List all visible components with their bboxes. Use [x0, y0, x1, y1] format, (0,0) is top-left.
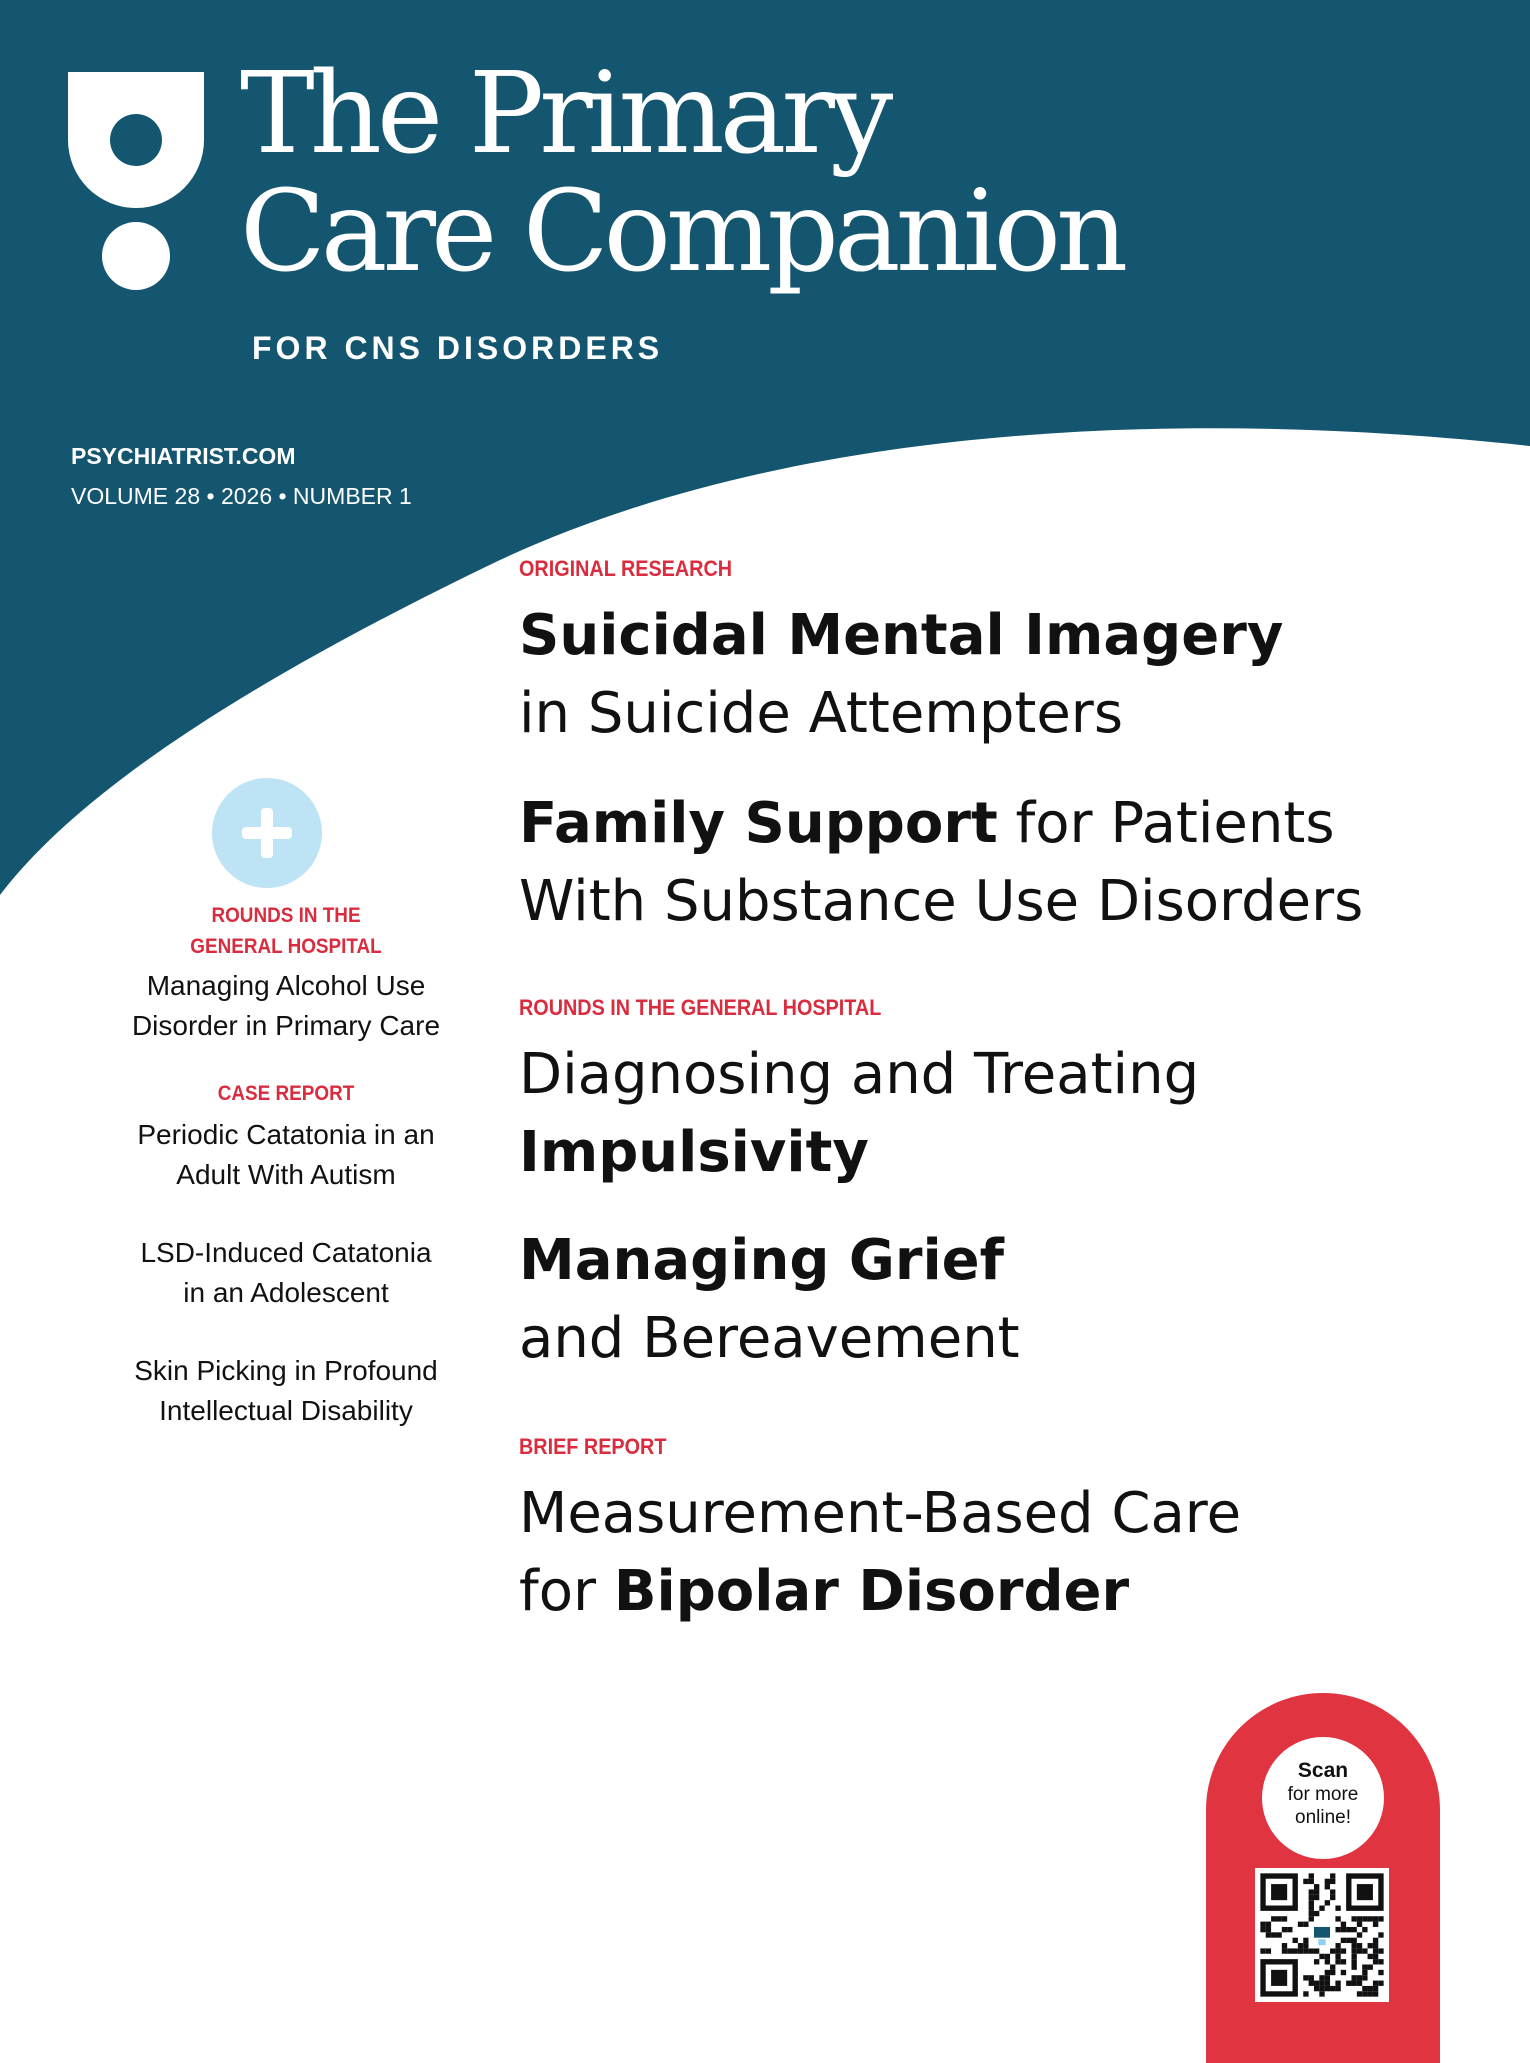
sidebar-category: CASE REPORT	[217, 1082, 355, 1105]
journal-title	[240, 49, 1124, 297]
journal-subtitle: FOR CNS DISORDERS	[252, 330, 664, 366]
sidebar-article[interactable]: LSD-Induced Catatonia in an Adolescent	[140, 1237, 432, 1308]
journal-logo-icon	[68, 72, 204, 294]
issue-info: VOLUME 28 • 2026 • NUMBER 1	[71, 483, 412, 509]
headline-impulsivity[interactable]: Diagnosing and Treating Impulsivity	[519, 1042, 1200, 1185]
title-line-1: The Primary	[240, 49, 889, 179]
headline-bipolar[interactable]: Measurement-Based Care for Bipolar Disorder	[519, 1481, 1242, 1624]
headline-family-support[interactable]: Family Support for Patients With Substance Use Disorders	[519, 791, 1364, 934]
scan-prompt: Scan for more online!	[1262, 1737, 1384, 1859]
sidebar-section-rounds	[86, 900, 486, 1046]
sidebar-article[interactable]: Managing Alcohol Use Disorder in Primary Care	[131, 970, 441, 1041]
website-link[interactable]: PSYCHIATRIST.COM	[71, 443, 296, 469]
category-brief-report: BRIEF REPORT	[519, 1434, 667, 1459]
plus-icon	[212, 778, 322, 888]
category-original-research: ORIGINAL RESEARCH	[519, 556, 733, 581]
sidebar-article[interactable]: Skin Picking in Profound Intellectual Disability	[134, 1355, 438, 1426]
headline-suicidal-imagery[interactable]: Suicidal Mental Imagery in Suicide Attempters	[519, 603, 1284, 746]
sidebar-article[interactable]: Periodic Catatonia in an Adult With Autism	[137, 1119, 435, 1190]
category-rounds: ROUNDS IN THE GENERAL HOSPITAL	[519, 995, 882, 1020]
headline-grief[interactable]: Managing Grief and Bereavement	[519, 1228, 1020, 1371]
title-line-2: Care Companion	[240, 167, 1124, 297]
qr-code-icon[interactable]	[1255, 1868, 1389, 2002]
sidebar-section-case-report	[86, 1078, 486, 1431]
sidebar-category: ROUNDS IN THE GENERAL HOSPITAL	[190, 904, 382, 958]
